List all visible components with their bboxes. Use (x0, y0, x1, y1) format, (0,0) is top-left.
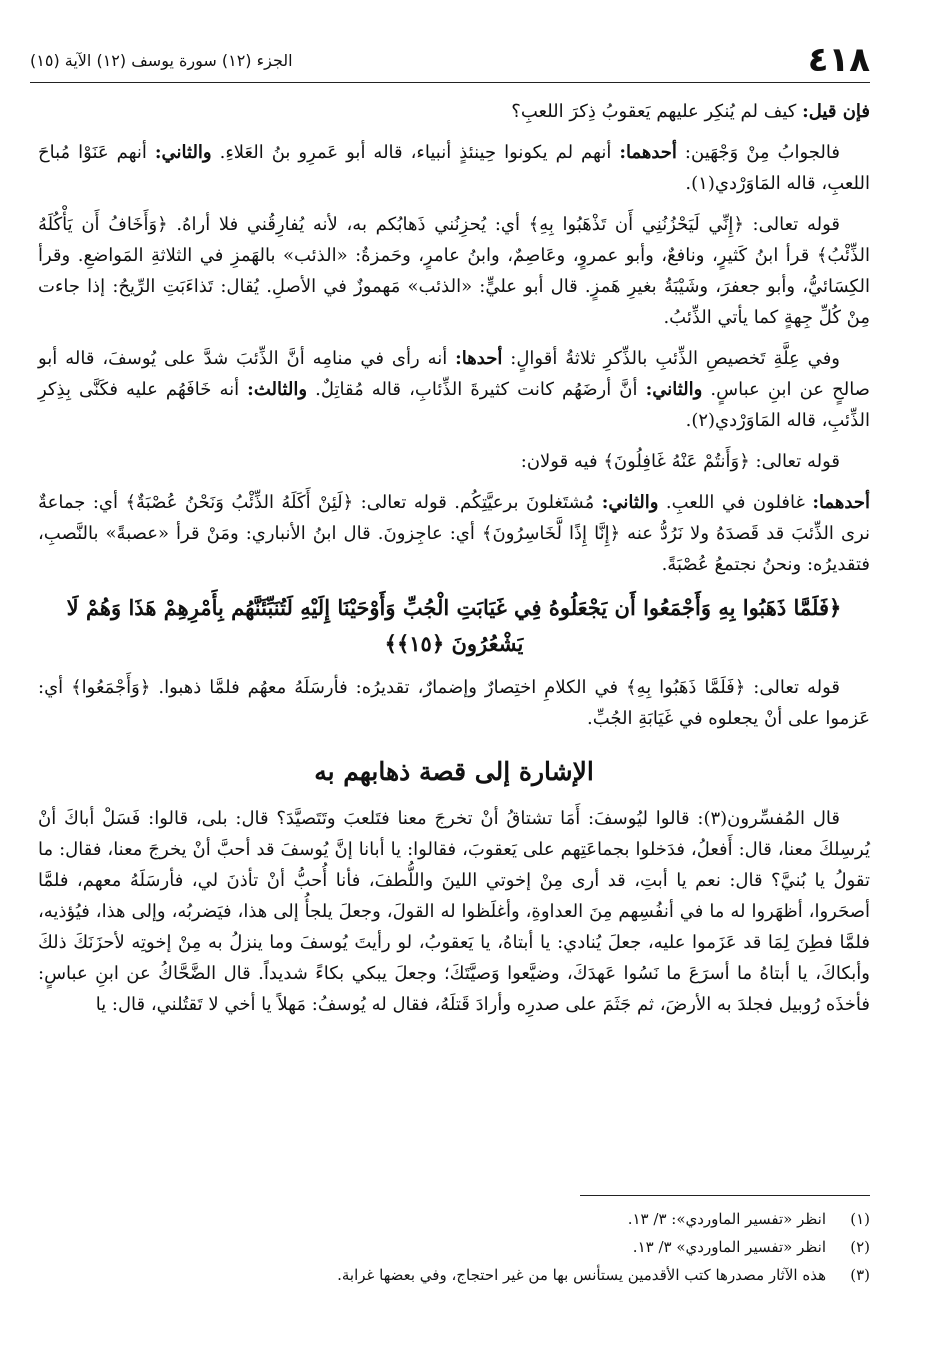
story-paragraph: قال المُفسِّرون(٣): قالوا ليُوسفَ: أَمَا تشتاقُ أنْ تخرجَ معنا فتَلعبَ وتَتَصيَّدَ؟ قال: بلى، قالوا: فَسَلْ أباكَ أنْ يُرسِلكَ معنا، قال: أَفعلُ، فدَخلوا بجماعَتِهم على يَعقوبَ، فقالوا: يا أبانا إنَّ يُوسفَ قد أحبَّ أنْ يخرجَ معنا، فقال: ما تقولُ يا بُنيَّ؟ قال: نعم يا أبتِ، قد أرى مِنْ إخوتي اللينَ واللُّطفَ، فأنا أُحبُّ أنْ تأذنَ لي، فأرسَلَهُ معهم، فلمَّا أصحَروا، أظهَروا له ما في أنفُسِهم مِنَ العداوةِ، وأغلَظوا له القولَ، وجعلَ يلجأُ إلى هذا، فيَضربُه، وإلى هذا، فيُؤذيه، فلمَّا فطِنَ لِمَا قد عَزَموا عليه، جعلَ يُنادي: يا أبتاهُ، يا يَعقوبُ، لو رأيتَ يُوسفَ وما ينزلُ به مِنْ إخوتِه لأحزَنَكَ ذلكَ وأبكاكَ، يا أبتاهُ ما أسرَعَ ما نَسُوا عَهدَكَ، وضيَّعوا وَصيَّتَكَ؛ وجعلَ يبكي بكاءً شديداً. قال الضَّحَّاكُ عن ابنِ عباسٍ: فأخذَه رُوبيل فجلدَ به الأرضَ، ثم جَثَمَ على صدرِه وأرادَ قَتلَهُ، فقال له يُوسفُ: مَهلاً يا أخي لا تَقتُلني، قال: يا (38, 808, 871, 1015)
question-paragraph (38, 96, 870, 127)
footnote-separator (580, 1195, 870, 1196)
wolf-reason-third-label: والثالث: (247, 379, 308, 400)
wolf-reason-third-text: أنه خَافَهُم عليه فكَنَّى بِذِكرِ الذِّئبِ، قاله المَاوَرْدي(٢). (38, 379, 870, 431)
footnotes (60, 1205, 870, 1289)
question-label: فإن قيل: (802, 101, 870, 122)
answer-first-text: أنهم لم يكونوا حِينئذٍ أنبياء، قاله أبو عَمرِو بنُ العَلاءِ. (219, 142, 612, 163)
opinion-first-text: غافلون في اللعبِ. (665, 492, 805, 513)
footnote-text: انظر «تفسير الماوردي» ٣/ ١٣. (632, 1238, 826, 1256)
answer-label: فالجوابُ مِنْ وَجْهَين: (684, 142, 840, 163)
wolf-fear-paragraph: قوله تعالى: ﴿إِنِّي لَيَحْزُنُنِي أَن تَذْهَبُوا بِهِ﴾ أي: يُحزِنُني ذَهابُكم به، لأنه يُفارِقُني فلا أراهُ. ﴿وَأَخَافُ أَن يَأْكُلَهُ الذِّئْبُ﴾ قرأ ابنُ كَثيرٍ، ونافعٌ، وأبو عمروٍ، وعَاصِمٌ، وابنُ عامرٍ، وحَمزةُ: «الذئب» بالهَمزِ في الثلاثةِ المَواضعِ. وقرأ الكِسَائيُّ، وأبو جعفرَ، وشَيْبَةُ بغيرِ هَمزٍ. قال أبو عليٍّ: «الذئب» مَهموزٌ في الأصلِ. يُقال: تَذاءَبَتِ الرِّيحُ: إذا جاءت مِنْ كُلِّ جِهةٍ كما يأتي الذِّئبُ. (38, 214, 870, 328)
quran-verse: ﴿فَلَمَّا ذَهَبُوا بِهِ وَأَجْمَعُوا أَن يَجْعَلُوهُ فِي غَيَابَتِ الْجُبِّ وَأَوْحَيْنَا إِلَيْهِ لَتُنَبِّئَنَّهُم بِأَمْرِهِمْ هَذَا وَهُمْ لَا يَشْعُرُونَ ﴿١٥﴾﴾ (66, 595, 842, 656)
section-heading: الإشارة إلى قصة ذهابهم به (314, 757, 594, 786)
wolf-reason-first-label: أحدها: (455, 348, 503, 369)
footnote-number: (٣) (850, 1266, 870, 1284)
wolf-reason-first-text: أنه رأى في منامِه أنَّ الذِّئبَ شدَّ على يُوسفَ، قاله أبو صالحٍ عن ابنِ عباسٍ. (38, 348, 870, 400)
opinion-second-label: والثاني: (601, 492, 659, 513)
wolf-reason-second-label: والثاني: (645, 379, 703, 400)
footnote-text: انظر «تفسير الماوردي»: ٣/ ١٣. (627, 1210, 826, 1228)
page-number: ٤١٨ (807, 40, 870, 80)
answer-second-text: أنهم عَنَوْا مُباحَ اللعبِ، قاله المَاوَرْدي(١). (38, 142, 870, 194)
footnote-item (60, 1205, 870, 1233)
heedless-opinions-paragraph (38, 487, 870, 580)
opinion-first-label: أحدهما: (812, 492, 870, 513)
page-header (30, 38, 870, 83)
footnote-item (60, 1233, 870, 1261)
footnote-number: (١) (850, 1210, 870, 1228)
opinion-second-text: مُشتَغلونَ برعيَّتِكُم. قوله تعالى: ﴿لَئِنْ أَكَلَهُ الذِّئْبُ وَنَحْنُ عُصْبَةٌ﴾ أي: جماعةٌ نرى الذِّئبَ قد قَصدَهُ ولا نَرُدُّ عنه ﴿إِنَّا إِذًا لَّخَاسِرُونَ﴾ أي: عاجِزونَ. قال ابنُ الأنباري: ومَنْ قرأ «عصبةً» بالنَّصبِ، فتقديرُه: ونحنُ نجتمعُ عُصْبَةً. (38, 492, 870, 575)
running-title: الجزء (١٢) سورة يوسف (١٢) الآية (١٥) (30, 50, 293, 70)
wolf-reason-second-text: أنَّ أرضَهُم كانت كثيرةَ الذِّئابِ، قاله مُقاتِلٌ. (315, 379, 638, 400)
question-text: كيف لم يُنكِر عليهم يَعقوبُ ذِكرَ اللعبِ؟ (511, 101, 797, 122)
footnote-number: (٢) (850, 1238, 870, 1256)
heedless-paragraph: قوله تعالى: ﴿وَأَنتُمْ عَنْهُ غَافِلُونَ﴾ فيه قولان: (520, 451, 840, 472)
wolf-reason-paragraph (38, 343, 870, 436)
answer-first-label: أحدهما: (619, 142, 677, 163)
verse-commentary-paragraph: قوله تعالى: ﴿فَلَمَّا ذَهَبُوا بِهِ﴾ في الكلامِ اختِصارٌ وإضمارٌ، تقديرُه: فأرسَلَهُ معهُم فلمَّا ذهبوا. ﴿وَأَجْمَعُوا﴾ أي: عَزموا على أنْ يجعلوه في غَيَابَةِ الجُبِّ. (38, 677, 870, 729)
page-body (38, 96, 870, 1030)
wolf-reason-intro: وفي عِلَّةِ تَخصيصِ الذِّئبِ بالذِّكرِ ثلاثةُ أقوالٍ: (510, 348, 840, 369)
answer-second-label: والثاني: (154, 142, 212, 163)
answer-paragraph (38, 137, 870, 199)
footnote-text: هذه الآثار مصدرها كتب الأقدمين يستأنس بها من غير احتجاج، وفي بعضها غرابة. (337, 1266, 826, 1284)
footnote-item (60, 1261, 870, 1289)
